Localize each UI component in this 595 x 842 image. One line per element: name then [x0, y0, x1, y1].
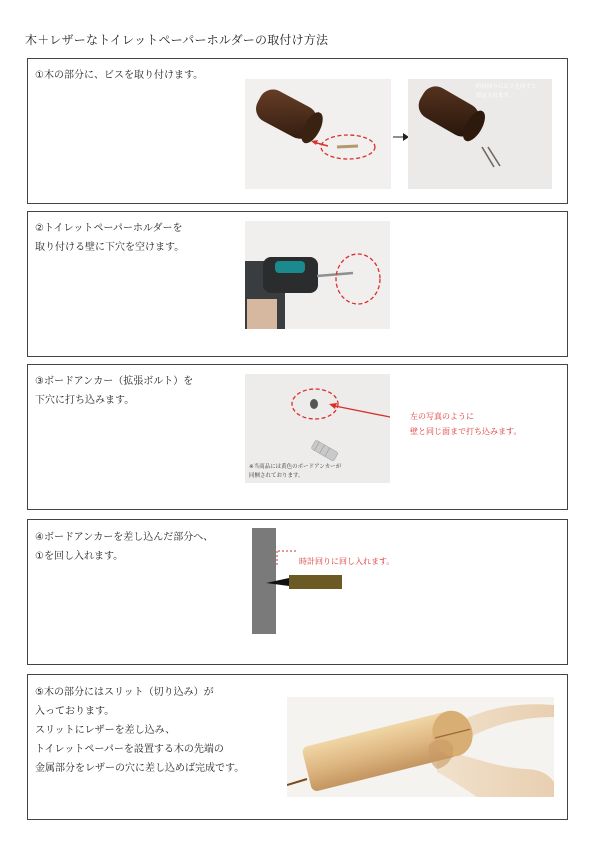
step-5-photo-finished: [287, 697, 554, 797]
step-3-box: [27, 364, 568, 510]
step-4-annotation: [299, 554, 394, 569]
step-4-annotation-line-1: 時計回りに回し入れます。: [299, 557, 395, 566]
page-title: 木＋レザーなトイレットペーパーホルダーの取付け方法: [25, 33, 329, 47]
step-3-annotation-line-1: 左の写真のように: [410, 412, 474, 421]
wall-mount-diagram: [252, 528, 382, 636]
step-5-line-2: 入っております。: [35, 706, 115, 717]
step-2-photo-drill: [245, 221, 390, 329]
step-3-caption: [249, 463, 341, 481]
step-3-text: [35, 372, 193, 410]
step-3-photo-anchor: [245, 374, 390, 483]
step-3-caption-line-2: 同梱されております。: [249, 473, 304, 479]
step-5-text: [35, 683, 244, 778]
step-1-box: [27, 58, 568, 204]
step-1-line-1: ①木の部分に、ビスを取り付けます。: [35, 70, 204, 81]
step-5-line-5: 金属部分をレザーの穴に差し込めば完成です。: [35, 763, 245, 774]
step-5-line-3: スリットにレザーを差し込み、: [35, 725, 176, 736]
step-3-caption-line-1: ※当商品には黄色のボードアンカーが: [249, 464, 342, 470]
step-5-line-4: トイレットペーパーを設置する木の先端の: [35, 744, 224, 755]
step-2-text: [35, 219, 184, 257]
step-3-line-2: 下穴に打ち込みます。: [35, 395, 135, 406]
step-1-photo-screw: [245, 79, 391, 189]
finished-holder-with-leather-image: [287, 697, 554, 797]
step-3-annotation-line-2: 壁と同じ面まで打ち込みます。: [410, 427, 522, 436]
step-4-line-2: ①を回し入れます。: [35, 551, 124, 562]
step-3-annotation: [410, 409, 521, 439]
step-1-photo-fixed: [408, 79, 552, 189]
drill-on-wall-image: [245, 221, 390, 329]
wooden-dowel-with-screw-image: [245, 79, 391, 189]
step-4-text: [35, 528, 213, 566]
step-4-box: [27, 519, 568, 665]
step-1-caption-line-1: 時計回りにビスを回すと: [476, 84, 537, 90]
step-2-box: [27, 211, 568, 357]
step-2-line-1: ②トイレットペーパーホルダーを: [35, 223, 183, 234]
step-5-box: [27, 674, 568, 820]
step-1-caption-line-2: 固定されます。: [476, 93, 515, 99]
step-1-caption: [476, 83, 537, 101]
step-1-text: [35, 66, 203, 85]
step-5-line-1: ⑤木の部分にはスリット（切り込み）が: [35, 687, 214, 698]
step-2-line-2: 取り付ける壁に下穴を空けます。: [35, 242, 185, 253]
step-3-line-1: ③ボードアンカー（拡張ボルト）を: [35, 376, 194, 387]
step-4-line-1: ④ボードアンカーを差し込んだ部分へ、: [35, 532, 214, 543]
